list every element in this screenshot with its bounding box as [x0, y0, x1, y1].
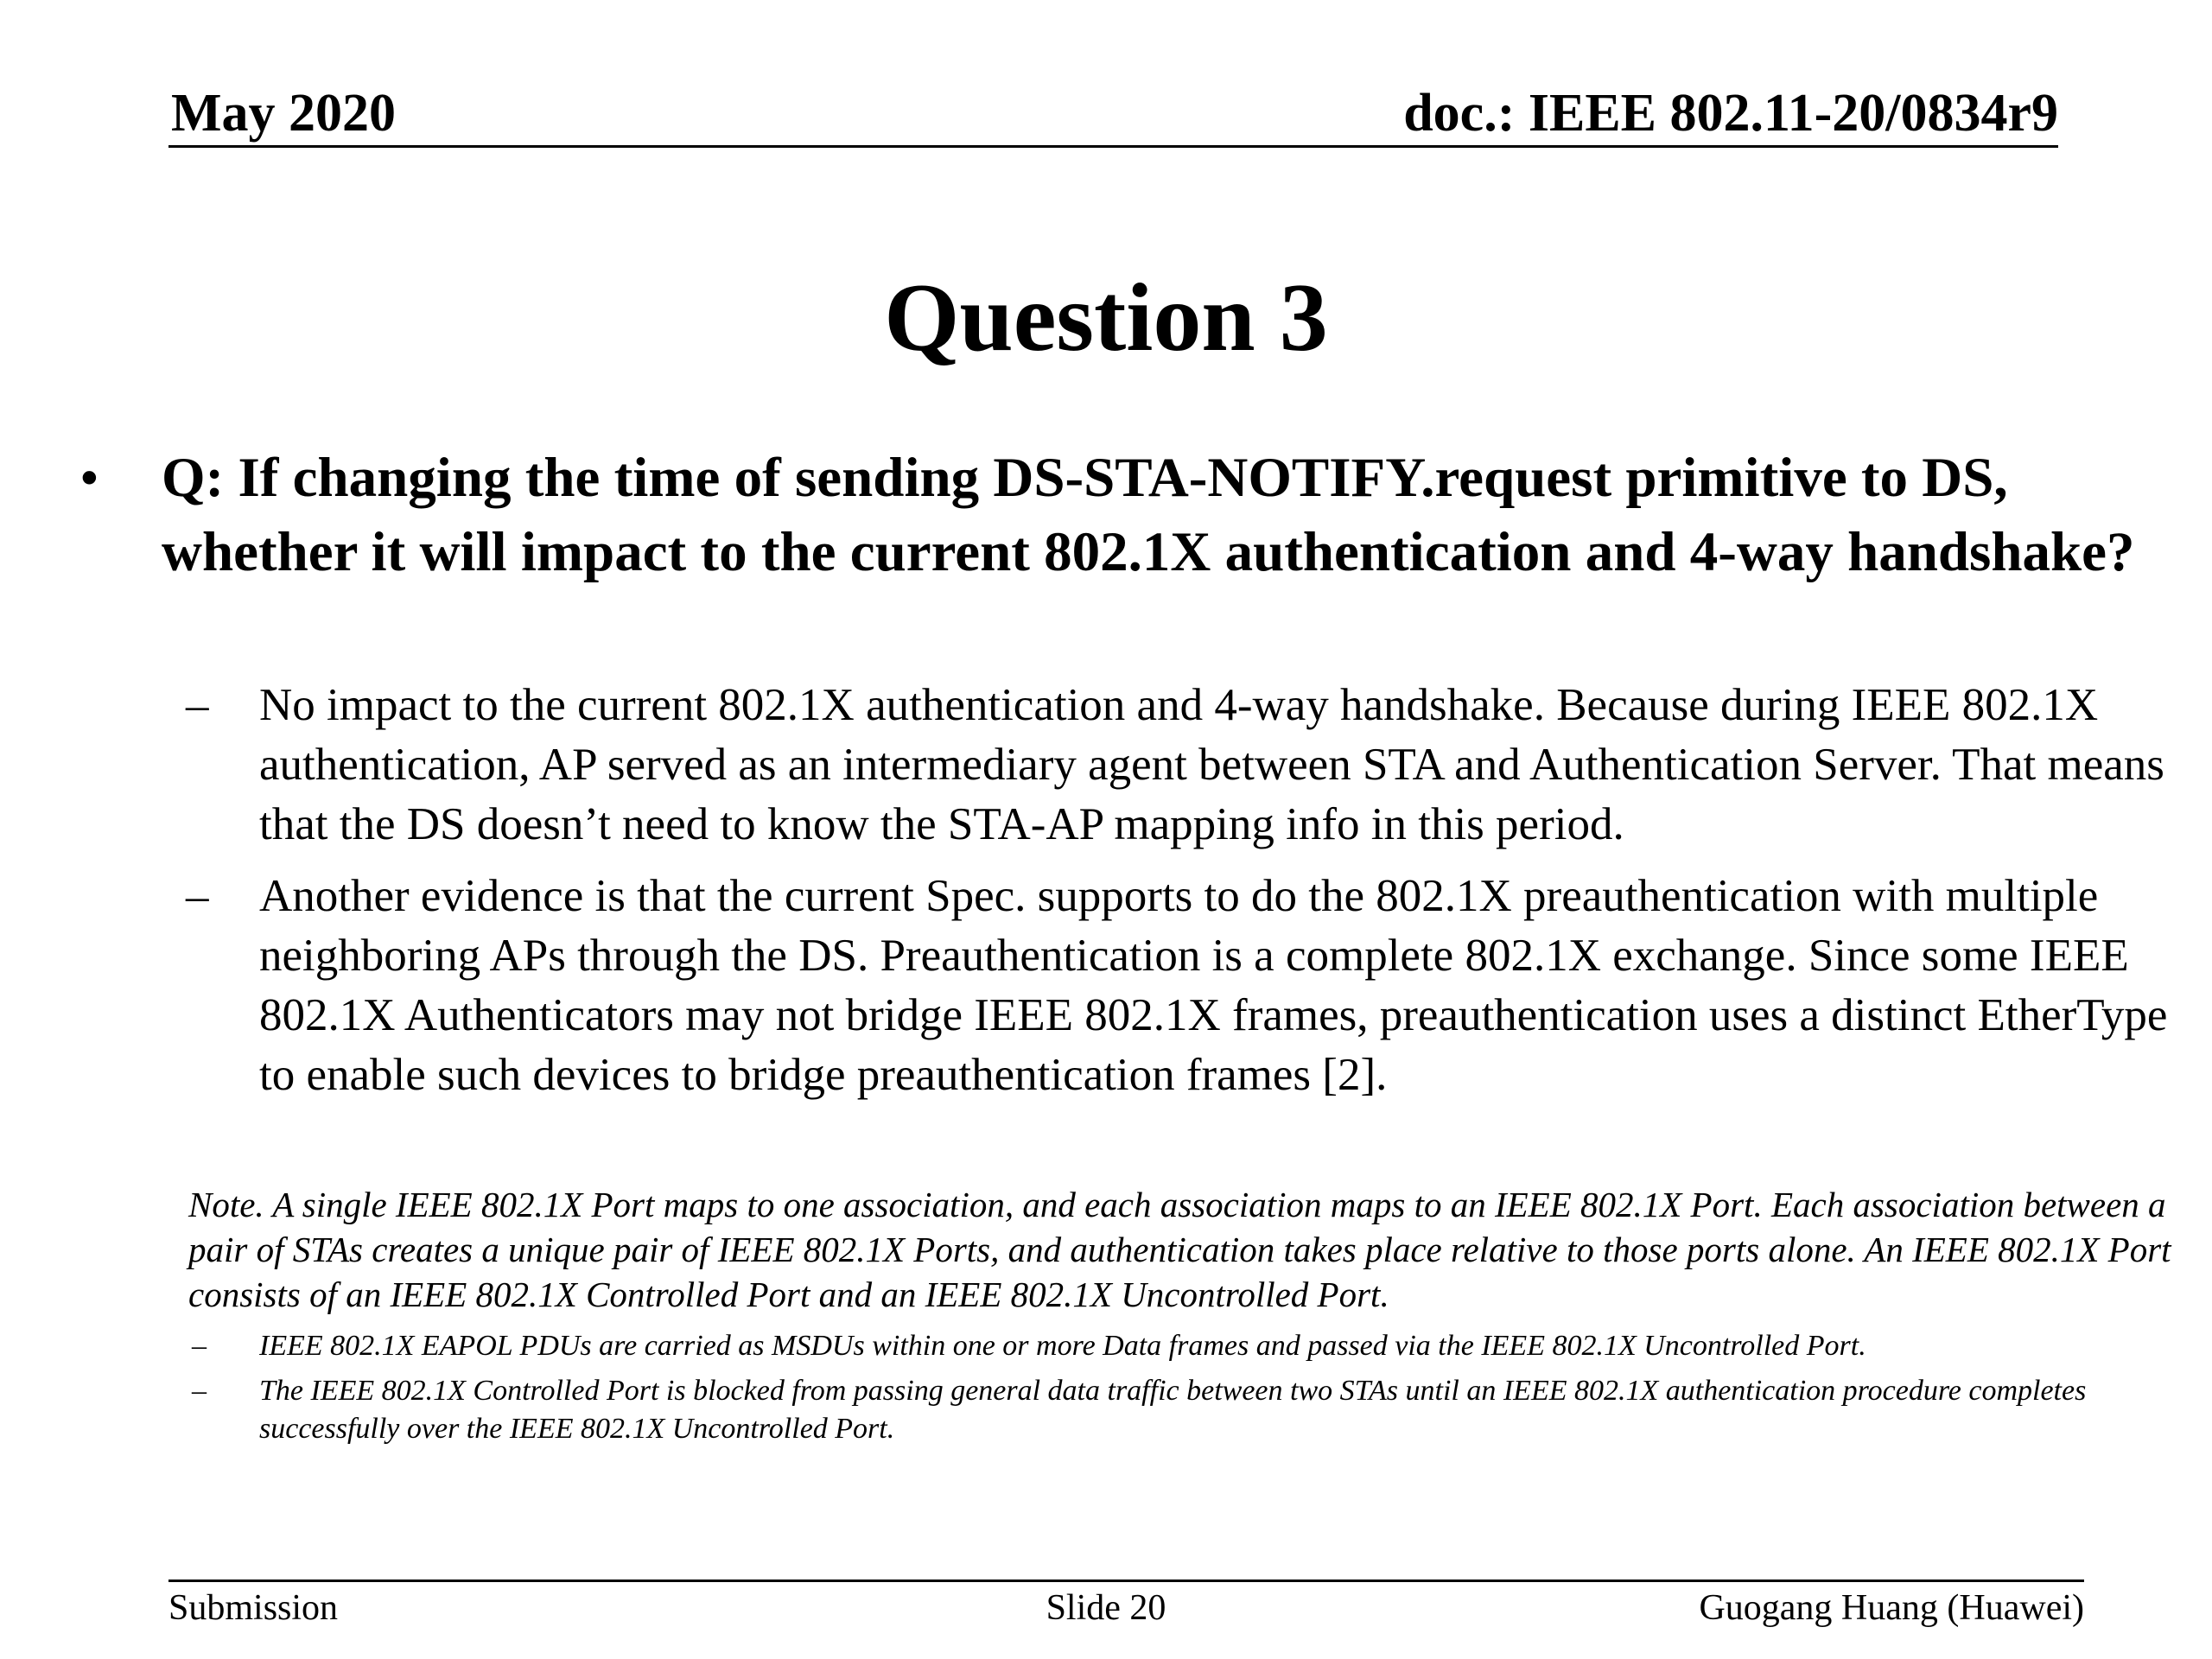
subitem-dash: –	[186, 871, 209, 921]
footer-rule	[168, 1580, 2084, 1582]
note-text: Note. A single IEEE 802.1X Port maps to one association, and each association maps to an IEEE 802.1X Port. Each association between a pair of STAs creates a unique pair of IEEE 802.1X Ports, and authentication takes place relative to those ports alone. An IEEE 802.1X Port consists of an IEEE 802.1X Controlled Port and an IEEE 802.1X Uncontrolled Port.	[188, 1185, 2171, 1314]
footer-slide-number: Slide 20	[1046, 1588, 1166, 1628]
header-rule	[168, 145, 2058, 148]
question-text: Q: If changing the time of sending DS-STA-NOTIFY.request primitive to DS, whether it will impact to the current 802.1X authentication and 4-way handshake?	[162, 447, 2135, 583]
bullet-marker: •	[79, 447, 99, 509]
note-subitem: The IEEE 802.1X Controlled Port is blocked from passing general data traffic between two STAs until an IEEE 802.1X authentication procedure completes successfully over the IEEE 802.1X Uncontrolled Port.	[259, 1375, 2087, 1445]
footer-author: Guogang Huang (Huawei)	[1699, 1588, 2084, 1628]
header-date: May 2020	[171, 84, 397, 143]
note-subitem: IEEE 802.1X EAPOL PDUs are carried as MSDUs within one or more Data frames and passed via the IEEE 802.1X Uncontrolled Port.	[259, 1330, 1866, 1362]
note-subitem-dash: –	[192, 1330, 207, 1362]
answer-subitem: Another evidence is that the current Spec. supports to do the 802.1X preauthentication with multiple neighboring APs through the DS. Preauthentication is a complete 802.1X exchange. Since some IEEE 802.1X Authenticators may not bridge IEEE 802.1X frames, preauthentication uses a distinct EtherType to enable such devices to bridge preauthentication frames [2].	[259, 871, 2168, 1100]
header-doc-id: doc.: IEEE 802.11-20/0834r9	[1403, 84, 2058, 143]
footer-submission: Submission	[168, 1588, 339, 1628]
answer-subitem: No impact to the current 802.1X authentication and 4-way handshake. Because during IEEE 802.1X authentication, AP served as an intermediary agent between STA and Authentication Server. That means that the DS doesn’t need to know the STA-AP mapping info in this period.	[259, 680, 2164, 849]
slide-title: Question 3	[884, 264, 1328, 372]
subitem-dash: –	[186, 680, 209, 730]
note-subitem-dash: –	[192, 1375, 207, 1407]
